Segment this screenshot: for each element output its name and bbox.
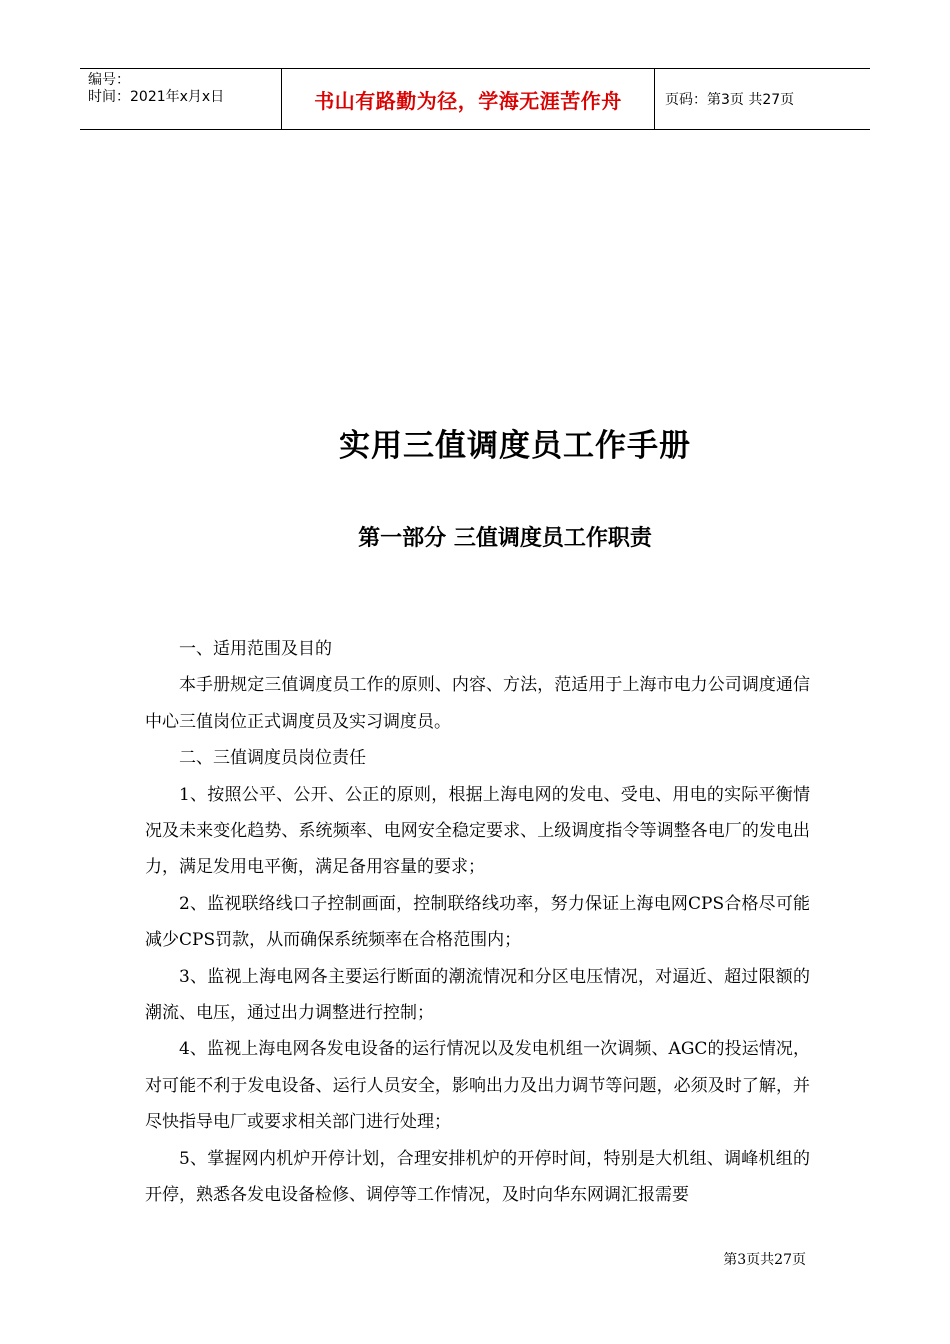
duty-item-3: 3、监视上海电网各主要运行断面的潮流情况和分区电压情况，对逼近、超过限额的潮流、电压，通过出力调整进行控制； bbox=[145, 966, 810, 1024]
header-meta-cell bbox=[80, 69, 282, 129]
duty-item-5: 5、掌握网内机炉开停计划，合理安排机炉的开停时间，特别是大机组、调峰机组的开停，熟悉各发电设备检修、调停等工作情况，及时向华东网调汇报需要 bbox=[145, 1148, 810, 1206]
section-heading-duties: 二、三值调度员岗位责任 bbox=[179, 748, 366, 769]
duty-item-1: 1、按照公平、公开、公正的原则，根据上海电网的发电、受电、用电的实际平衡情况及未来变化趋势、系统频率、电网安全稳定要求、上级调度指令等调整各电厂的发电出力，满足发用电平衡，满足备用容量的要求； bbox=[145, 784, 810, 878]
duty-item-4: 4、监视上海电网各发电设备的运行情况以及发电机组一次调频、AGC的投运情况，对可能不利于发电设备、运行人员安全，影响出力及出力调节等问题，必须及时了解，并尽快指导电厂或要求相关部门进行处理； bbox=[145, 1039, 810, 1133]
date-label: 时间：2021年x月x日 bbox=[88, 89, 225, 105]
document-title: 实用三值调度员工作手册 bbox=[339, 428, 691, 464]
header-page-code: 页码：第3页 共27页 bbox=[665, 92, 795, 108]
header-motto: 书山有路勤为径，学海无涯苦作舟 bbox=[282, 69, 655, 129]
serial-number-label: 编号： bbox=[88, 72, 130, 88]
document-header bbox=[80, 68, 870, 130]
page-number-footer: 第3页共27页 bbox=[723, 1252, 806, 1268]
paragraph-scope: 本手册规定三值调度员工作的原则、内容、方法，范适用于上海市电力公司调度通信中心三值岗位正式调度员及实习调度员。 bbox=[145, 675, 810, 732]
document-body bbox=[145, 631, 810, 1214]
duty-item-2: 2、监视联络线口子控制画面，控制联络线功率，努力保证上海电网CPS合格尽可能减少CPS罚款，从而确保系统频率在合格范围内； bbox=[145, 893, 810, 951]
section-heading-scope: 一、适用范围及目的 bbox=[179, 639, 332, 659]
document-subtitle: 第一部分 三值调度员工作职责 bbox=[358, 525, 652, 551]
